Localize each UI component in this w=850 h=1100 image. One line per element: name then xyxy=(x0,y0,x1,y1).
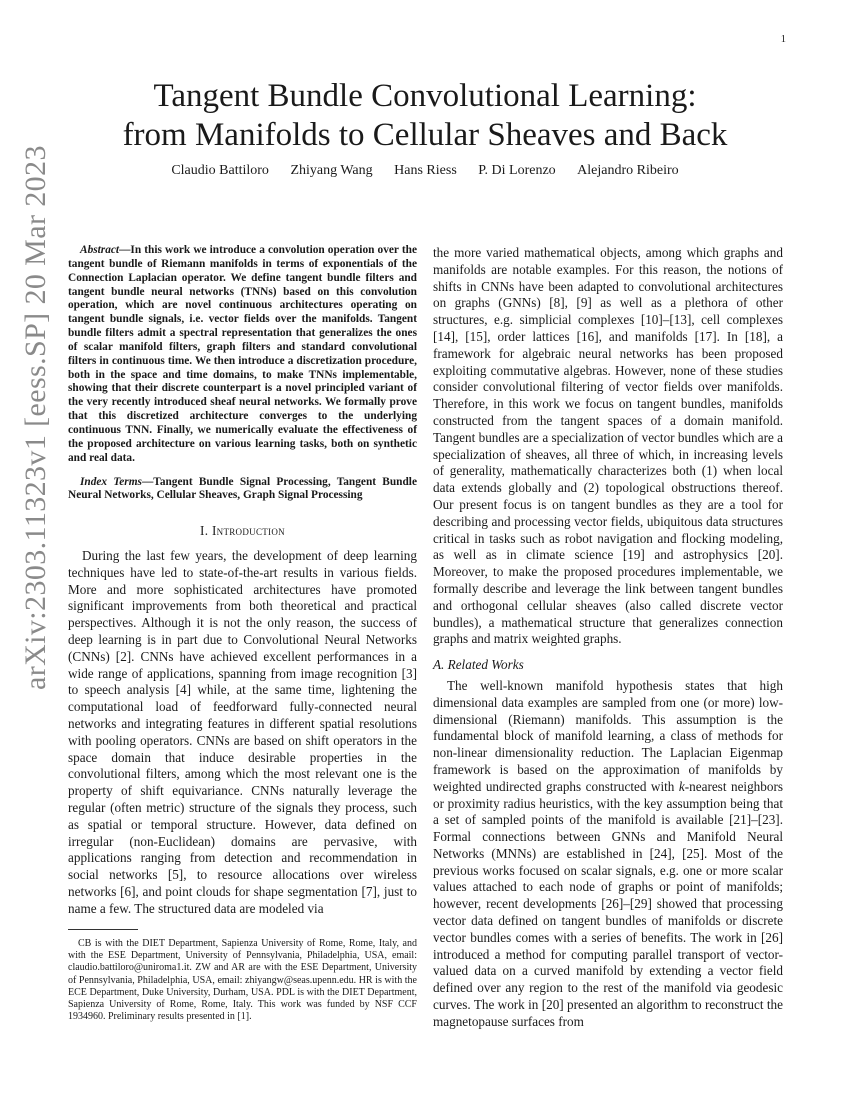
section-title: Introduction xyxy=(211,523,285,539)
author: Hans Riess xyxy=(394,163,457,178)
author: P. Di Lorenzo xyxy=(478,163,556,178)
left-column xyxy=(68,244,417,918)
footnote-rule xyxy=(68,929,138,930)
affiliation-footnote: CB is with the DIET Department, Sapienza University of Rome, Rome, Italy, and with the ESE Department, University of Pennsylvania, Philadelphia, USA, email: claudio.battiloro@uniroma1.it. ZW and AR are with the ESE Department, University of Pennsylvania, Philadelphia, USA, email: zhiyangw@seas.upenn.edu. HR is with the ECE Department, Duke University, Durham, USA. PDL is with the DIET Department, Sapienza University of Rome, Rome, Italy. This work was funded by NSF CCF 1934960. Preliminary results presented in [1]. xyxy=(68,938,417,1023)
page-number: 1 xyxy=(780,34,786,45)
paper-title xyxy=(60,77,790,155)
section-heading-introduction xyxy=(68,523,417,540)
right-column xyxy=(433,245,783,1031)
intro-paragraph-1-continued: the more varied mathematical objects, among which graphs and manifolds are notable examples. For this reason, the notions of shifts in CNNs have been adapted to convolutional architectures on graphs (GNNs) [8], [9] as well as a plethora of other structures, e.g. simplicial complexes [10]–[13], cell complexes [14], [15], order lattices [16], and manifolds [17]. In [18], a framework for algebraic neural networks has been proposed exploiting commutative algebras. However, none of these studies consider convolutional filtering of vector fields over manifolds. Therefore, in this work we focus on tangent bundles, manifolds constructed from the tangent spaces of a domain manifold. Tangent bundles are a specialization of vector bundles which are a specialization of sheaves, all three of which, in increasing levels of generality, mathematically characterizes both (1) when local data extends globally and (2) topological obstructions thereof. Our present focus is on tangent bundles as they are a tool for describing and processing vector fields, ubiquitous data structures critical in tasks such as robot navigation and flocking modeling, as well as in climate science [19] and astrophysics [20]. Moreover, to make the proposed procedures implementable, we formally describe and leverage the link between tangent bundles and orthogonal cellular sheaves (also called discrete vector bundles), a mathematical structure that generalizes connection graphs and matrix weighted graphs. xyxy=(433,245,783,647)
related-works-text-a: The well-known manifold hypothesis states that high dimensional data examples are sampled from one (or more) low-dimensional (Riemann) manifolds. This assumption is the fundamental block of manifold learning, a class of methods for non-linear dimensionality reduction. The Laplacian Eigenmap framework is based on the approximation of manifolds by weighted undirected graphs constructed with xyxy=(433,677,783,794)
author-list xyxy=(60,162,790,180)
index-terms xyxy=(68,476,417,504)
index-terms-text: —Tangent Bundle Signal Processing, Tangent Bundle Neural Networks, Cellular Sheaves, Graph Signal Processing xyxy=(68,475,417,502)
author: Alejandro Ribeiro xyxy=(577,163,679,178)
title-line-1: Tangent Bundle Convolutional Learning: xyxy=(153,78,697,114)
section-number: I. xyxy=(200,523,209,539)
k-variable: k xyxy=(678,778,685,794)
author: Claudio Battiloro xyxy=(171,163,269,178)
arxiv-identifier: arXiv:2303.11323v1 [eess.SP] 20 Mar 2023 xyxy=(19,145,52,690)
abstract-text: —In this work we introduce a convolution operation over the tangent bundle of Riemann manifolds in terms of exponentials of the Connection Laplacian operator. We define tangent bundle filters and tangent bundle neural networks (TNNs) based on this convolution operation, which are novel continuous architectures operating on tangent bundle signals, i.e. vector fields over the manifolds. Tangent bundle filters admit a spectral representation that generalizes the ones of scalar manifold filters, graph filters and standard convolutional filters in continuous time. We then introduce a discretization procedure, both in the space and time domains, to make TNNs implementable, showing that their discrete counterpart is a novel principled variant of the very recently introduced sheaf neural networks. We formally prove that this discretized architecture converges to the underlying continuous TNN. Finally, we numerically evaluate the effectiveness of the proposed architecture on various learning tasks, both on synthetic and real data. xyxy=(68,244,417,464)
subsection-heading-related-works: A. Related Works xyxy=(433,657,524,673)
title-line-2: from Manifolds to Cellular Sheaves and Back xyxy=(122,117,728,153)
index-terms-label: Index Terms xyxy=(80,475,142,488)
author: Zhiyang Wang xyxy=(290,163,373,178)
abstract-label: Abstract xyxy=(80,244,120,256)
abstract xyxy=(68,244,417,466)
related-works-paragraph xyxy=(433,678,783,1031)
intro-paragraph-1: During the last few years, the development of deep learning techniques have led to state-of-the-art results in various fields. More and more sophisticated architectures have promoted significant improvements from both theoretical and practical perspectives. Although it is not the only reason, the success of deep learning is in part due to Convolutional Neural Networks (CNNs) [2]. CNNs have achieved excellent performances in a wide range of applications, spanning from image recognition [3] to speech analysis [4] while, at the same time, lightening the computational load of feedforward fully-connected neural networks and integrating features in different spatial resolutions with pooling operators. CNNs are based on shift operators in the space domain that induce desirable properties in the convolutional filters, among which the most relevant one is the property of shift equivariance. CNNs naturally leverage the regular (often metric) structure of the signals they process, such as spatial or temporal structure. However, data defined on irregular (non-Euclidean) domains are pervasive, with applications ranging from detection and recommendation in social networks [5], to resource allocations over wireless networks [6], and point clouds for shape segmentation [7], just to name a few. The structured data are modeled via xyxy=(68,547,417,916)
related-works-text-b: -nearest neighbors or proximity radius heuristics, with the key assumption being that a set of sampled points of the manifold is available [21]–[23]. Formal connections between GNNs and Manifold Neural Networks (MNNs) are established in [24], [25]. Most of the previous works focused on scalar signals, e.g. one or more scalar values attached to each node of graphs or point of manifolds; however, recent developments [26]–[29] showed that processing vector data defined on tangent bundles of manifolds or discrete vector bundles comes with a series of benefits. The work in [26] introduced a method for computing parallel transport of vector-valued data on a curved manifold by extending a vector field defined over any region to the rest of the manifold via geodesic curves. The work in [20] presented an algorithm to reconstruct the magnetopause surfaces from xyxy=(433,778,783,1029)
